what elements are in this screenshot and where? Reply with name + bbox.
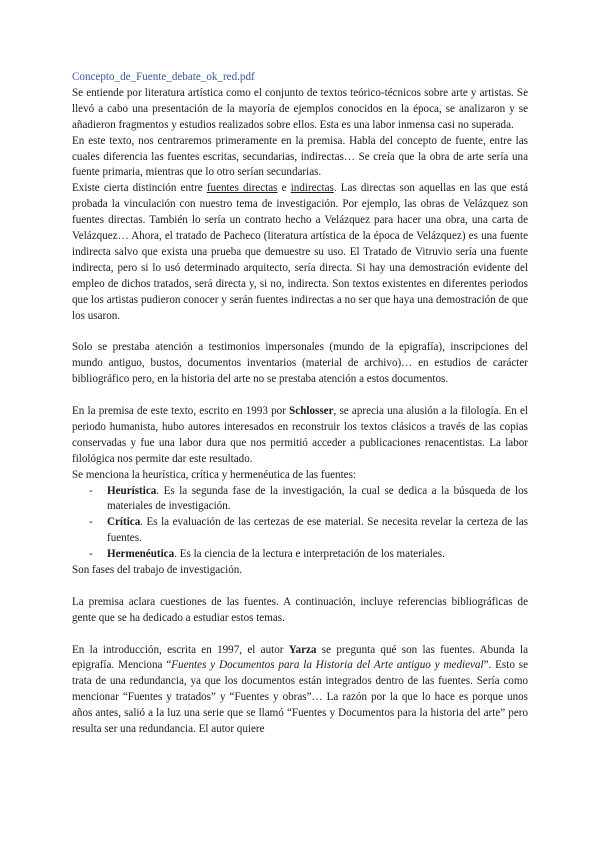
bold-author-schlosser: Schlosser <box>289 405 334 417</box>
list-text: . Es la segunda fase de la investigación, la cual se dedica a la búsqueda de los materiales de investigación. <box>107 484 528 513</box>
list-item <box>72 484 528 516</box>
paragraph-testimonies: Solo se prestaba atención a testimonios impersonales (mundo de la epigrafía), inscripciones del mundo antiguo, bustos, documentos inventarios (material de archivo)… en estudios de carácter bibliográfico pero, en la historia del arte no se prestaba atención a estos documentos. <box>72 341 528 386</box>
list-text: . Es la evaluación de las certezas de ese material. Se necesita revelar la certeza de las fuentes. <box>107 516 528 545</box>
list-item <box>72 515 528 547</box>
list-dash: - <box>89 484 93 497</box>
list-term: Hermenéutica <box>107 548 175 561</box>
underlined-term-direct: fuentes directas <box>206 182 278 195</box>
spacer <box>72 325 528 341</box>
text-segment: . Las directas son aquellas en las que está probada la vinculación con nuestro tema de investigación. Por ejemplo, las obras de Velázquez son fuentes directas. También lo sería un contrato hecho a Velázquez para hacer una obra, una carta de Velázquez… Ahora, el tratado de Pacheco (literatura artística de la época de Velázquez) es una fuente indirecta salvo que exista una prueba que demuestre su uso. El Tratado de Vitruvio sería una fuente indirecta, pero si lo usó determinado arquitecto, sería directa. Si hay una demostración evidente del empleo de dichos tratados, será directa y, si no, indirecta. Son textos existentes en diferentes periodos que los artistas pudieron conocer y serán fuentes indirectas a no ser que haya una demostración de que los usaron. <box>72 182 528 322</box>
list-item <box>72 547 528 563</box>
paragraph-intro: Se entiende por literatura artística como el conjunto de textos teórico-técnicos sobre arte y artistas. Se llevó a cabo una presentación de la mayoría de ejemplos conocidos en la época, se analizaron y se añadieron fragmentos y estudios realizados sobre ellos. Esta es una labor inmensa casi no superada. <box>72 86 528 131</box>
text-segment: , se aprecia una alusión a la filología. En el periodo humanista, hubo autores interesados en reconstruir los textos clásicos a través de las copias conservadas y fue una labor dura que nos permitió acceder a publicaciones renacentistas. La labor filológica nos permite dar este resultado. <box>72 405 528 465</box>
list-term: Crítica <box>107 516 141 529</box>
list-dash: - <box>89 516 93 529</box>
paragraph-list-intro: Se menciona la heurística, crítica y hermenéutica de las fuentes: <box>72 468 357 481</box>
paragraph-direct-indirect <box>72 181 528 324</box>
phases-list <box>72 484 528 564</box>
text-segment: e <box>277 182 291 195</box>
paragraph-yarza <box>72 643 528 738</box>
paragraph-premise: En este texto, nos centraremos primeramente en la premisa. Habla del concepto de fuente, entre las cuales diferencia las fuentes escritas, secundarias, indirectas… Se creía que la obra de arte sería una fuente primaria, mientras que lo otro serían secundarias. <box>72 134 528 179</box>
list-text: . Es la ciencia de la lectura e interpretación de los materiales. <box>174 548 445 561</box>
text-segment: se pregunta qué son las fuentes. Abunda la epigrafía. Menciona “ <box>72 643 528 672</box>
italic-book-title: Fuentes y Documentos para la Historia del Arte antiguo y medieval <box>171 659 484 672</box>
list-dash: - <box>89 548 93 561</box>
paragraph-schlosser <box>72 404 528 468</box>
paragraph-phases: Son fases del trabajo de investigación. <box>72 564 243 577</box>
text-segment: En la premisa de este texto, escrito en 1993 por <box>72 405 290 417</box>
spacer <box>72 388 528 404</box>
bold-author-yarza: Yarza <box>288 643 317 656</box>
text-segment: Existe cierta distinción entre <box>72 182 207 195</box>
list-term: Heurística <box>107 484 157 497</box>
text-segment: En la introducción, escrita en 1997, el autor <box>72 643 289 656</box>
text-segment: ”. Esto se trata de una redundancia, ya que los documentos están integrados dentro de las fuentes. Sería como mencionar “Fuentes y tratados” y “Fuentes y obras”… La razón por la que lo hace es porque unos años antes, salió a la luz una serie que se llamó “Fuentes y Documentos para la historia del arte” pero resulta ser una redundancia. El autor quiere <box>72 659 529 736</box>
underlined-term-indirect: indirectas <box>290 182 334 195</box>
paragraph-references: La premisa aclara cuestiones de las fuentes. A continuación, incluye referencias bibliográficas de gente que se ha dedicado a estudiar estos temas. <box>72 595 528 624</box>
spacer <box>72 627 528 643</box>
spacer <box>72 579 528 595</box>
file-link[interactable]: Concepto_de_Fuente_debate_ok_red.pdf <box>72 71 255 83</box>
